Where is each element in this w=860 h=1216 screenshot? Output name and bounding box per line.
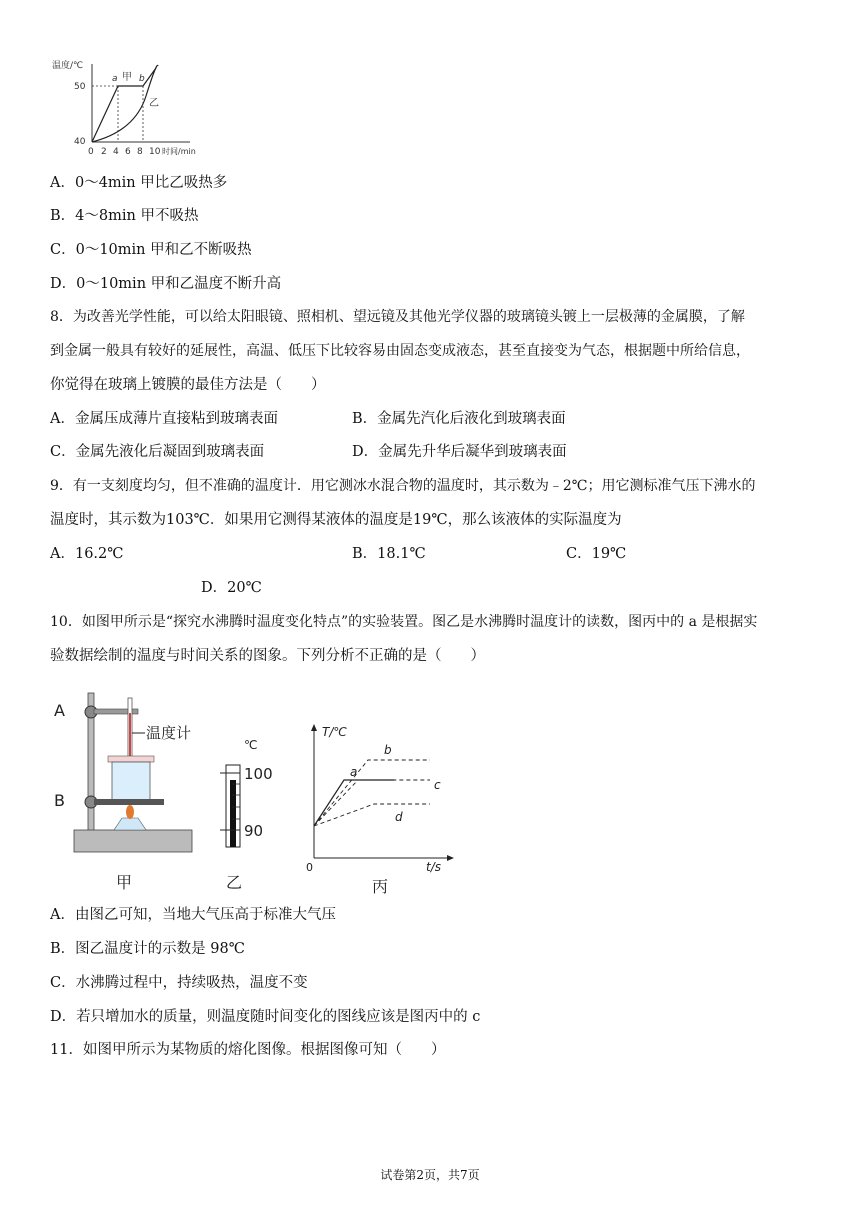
- q9-option-a: A．16.2℃: [50, 546, 124, 562]
- q10-stem-line1: 10．如图甲所示是“探究水沸腾时温度变化特点”的实验装置。图乙是水沸腾时温度计的读数，图丙中的 a 是根据实: [50, 614, 758, 630]
- q10-thermometer-scale: [212, 735, 282, 900]
- q10-option-a: A．由图乙可知，当地大气压高于标准大气压: [50, 907, 336, 923]
- curve-a-label: a: [350, 765, 358, 779]
- graph-ylabel: T/℃: [322, 725, 347, 739]
- curve-a: [314, 780, 394, 826]
- graph1-xtick-10: 10: [149, 147, 161, 157]
- scale-label-90: 90: [244, 822, 264, 840]
- caption-jia: 甲: [116, 873, 133, 892]
- curve-c: [314, 780, 430, 826]
- q7-option-a: A．0～4min 甲比乙吸热多: [50, 175, 228, 191]
- q10-boiling-graph: [298, 718, 468, 898]
- graph1-point-b: b: [139, 74, 145, 84]
- q8-stem-line3: 你觉得在玻璃上镀膜的最佳方法是（ ）: [50, 377, 326, 393]
- q10-option-b: B．图乙温度计的示数是 98℃: [50, 941, 245, 957]
- graph1-label-yi: 乙: [149, 98, 159, 109]
- graph-xlabel: t/s: [426, 860, 441, 874]
- q10-apparatus-figure: [50, 688, 200, 898]
- graph1-xtick-8: 8: [137, 147, 143, 157]
- q8-option-a: A．金属压成薄片直接粘到玻璃表面: [50, 411, 278, 427]
- q9-stem-line1: 9．有一支刻度均匀，但不准确的温度计．用它测冰水混合物的温度时，其示数为﹣2℃；用它测标准气压下沸水的: [50, 478, 756, 494]
- curve-c-label: c: [434, 778, 441, 792]
- q8-stem-line1: 8．为改善光学性能，可以给太阳眼镜、照相机、望远镜及其他光学仪器的玻璃镜头镀上一层极薄的金属膜，了解: [50, 309, 745, 325]
- curve-b-label: b: [384, 743, 392, 757]
- curve-d: [314, 804, 430, 826]
- graph1-xtick-6: 6: [125, 147, 131, 157]
- q7-option-b: B．4～8min 甲不吸热: [50, 208, 199, 224]
- graph1-xlabel: 时间/min: [162, 147, 196, 156]
- q10-option-d: D．若只增加水的质量，则温度随时间变化的图线应该是图丙中的 c: [50, 1009, 481, 1025]
- scale-label-100: 100: [244, 765, 273, 783]
- q8-option-d: D．金属先升华后凝华到玻璃表面: [352, 444, 567, 460]
- graph1-ylabel: 温度/℃: [52, 61, 84, 71]
- q8-option-b: B．金属先汽化后液化到玻璃表面: [352, 411, 566, 427]
- thermometer-label: 温度计: [146, 724, 192, 742]
- curve-b: [314, 760, 430, 826]
- page-footer: 试卷第2页，共7页: [380, 1168, 480, 1182]
- q9-option-d: D．20℃: [201, 580, 262, 596]
- caption-bing: 丙: [372, 877, 389, 896]
- apparatus-label-a: A: [54, 701, 65, 720]
- q9-option-b: B．18.1℃: [352, 546, 426, 562]
- graph1-ytick-50: 50: [74, 82, 86, 92]
- q11-stem-line1: 11．如图甲所示为某物质的熔化图像。根据图像可知（ ）: [50, 1042, 446, 1058]
- graph1-xtick-2: 2: [101, 147, 107, 157]
- graph1-xtick-4: 4: [113, 147, 119, 157]
- q10-option-c: C．水沸腾过程中，持续吸热，温度不变: [50, 975, 308, 991]
- q8-option-c: C．金属先液化后凝固到玻璃表面: [50, 444, 265, 460]
- q9-stem-line2: 温度时，其示数为103℃．如果用它测得某液体的温度是19℃，那么该液体的实际温度为: [50, 512, 622, 528]
- scale-unit: ℃: [244, 738, 258, 752]
- q9-option-c: C．19℃: [566, 546, 627, 562]
- graph1-ytick-40: 40: [74, 137, 86, 147]
- graph1-point-a: a: [112, 74, 118, 84]
- apparatus-label-b: B: [54, 791, 65, 810]
- curve-d-label: d: [395, 810, 403, 824]
- q10-stem-line2: 验数据绘制的温度与时间关系的图象。下列分析不正确的是（ ）: [50, 648, 485, 664]
- q7-option-d: D．0～10min 甲和乙温度不断升高: [50, 276, 282, 292]
- graph1-label-jia: 甲: [122, 72, 132, 83]
- q7-option-c: C．0～10min 甲和乙不断吸热: [50, 242, 252, 258]
- graph1-xtick-0: 0: [88, 147, 94, 157]
- q8-stem-line2: 到金属一般具有较好的延展性，高温、低压下比较容易由固态变成液态，甚至直接变为气态，根据题中所给信息，: [50, 343, 750, 359]
- graph-origin: 0: [306, 861, 313, 874]
- q7-temperature-graph: [50, 56, 215, 158]
- caption-yi: 乙: [226, 873, 243, 892]
